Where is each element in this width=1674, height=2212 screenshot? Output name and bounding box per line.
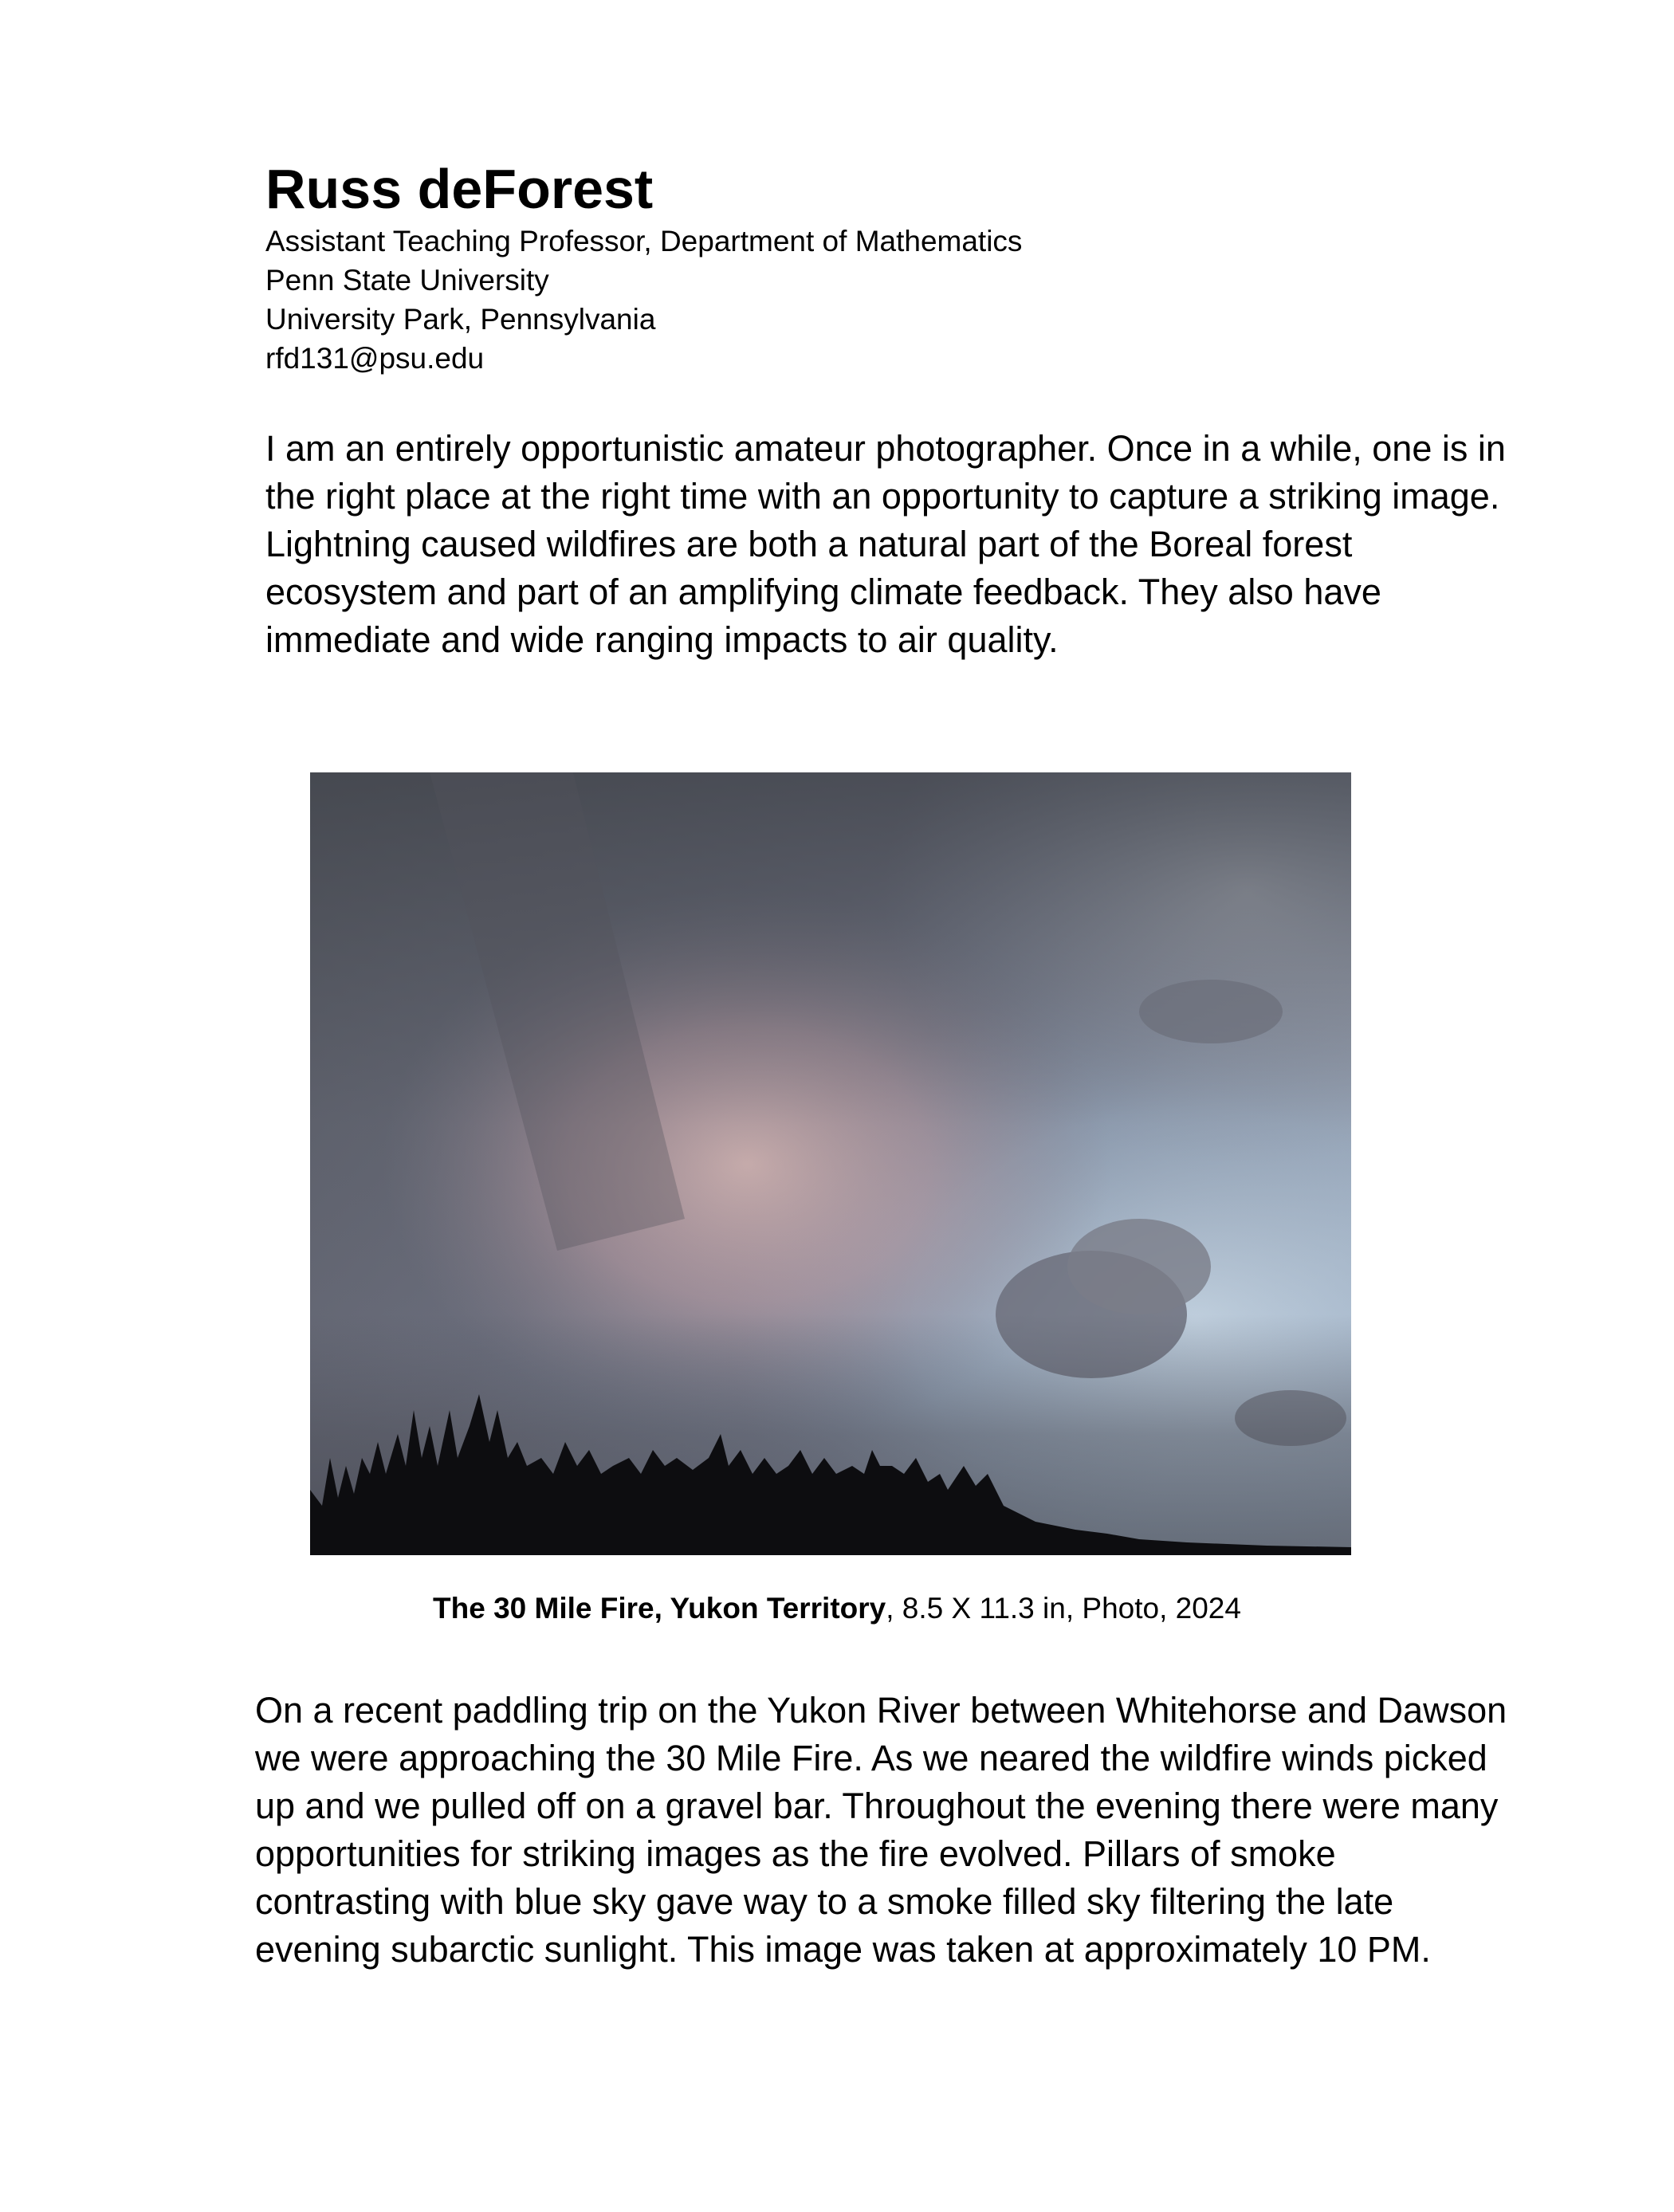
intro-paragraph: I am an entirely opportunistic amateur photographer. Once in a while, one is in the right place at the right time with an opportunity to capture a striking image. Lightning caused wildfires are both a natural part of the Boreal forest ecosystem and part of an amplifying climate feedback. They also have immediate and wide ranging impacts to air quality. — [265, 428, 1506, 660]
author-email: rfd131@psu.edu — [265, 342, 485, 375]
photo-caption — [0, 1589, 1674, 1629]
wildfire-sky-photo — [310, 772, 1351, 1555]
author-location: University Park, Pennsylvania — [265, 303, 656, 336]
author-header — [265, 156, 1461, 378]
author-title: Assistant Teaching Professor, Department of Mathematics — [265, 225, 1023, 257]
photo-title: The 30 Mile Fire, Yukon Territory — [433, 1592, 886, 1625]
story-paragraph: On a recent paddling trip on the Yukon River between Whitehorse and Dawson we were approaching the 30 Mile Fire. As we neared the wildfire winds picked up and we pulled off on a gravel bar. Throughout the evening there were many opportunities for striking images as the fire evolved. Pillars of smoke contrasting with blue sky gave way to a smoke filled sky filtering the late evening subarctic sunlight. This image was taken at approximately 10 PM. — [255, 1690, 1507, 1970]
photo-details: , 8.5 X 11.3 in, Photo, 2024 — [886, 1592, 1241, 1625]
author-university: Penn State University — [265, 264, 549, 297]
author-name: Russ deForest — [265, 158, 654, 220]
